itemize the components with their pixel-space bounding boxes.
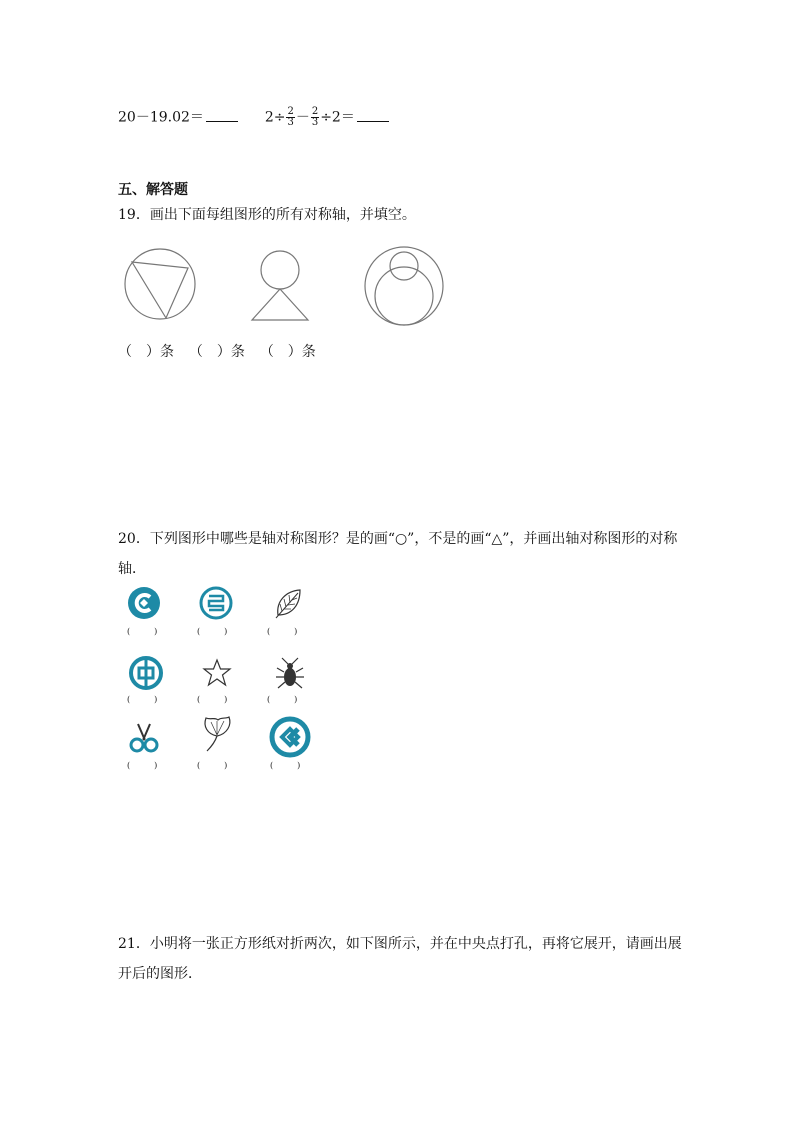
q19-figures xyxy=(118,242,458,332)
circle-over-triangle xyxy=(252,251,308,320)
calc-line: 20－19.02＝ 2÷ $\frac{2}{3}$ － $\frac{2}{3}$ ÷2＝ xyxy=(118,107,389,128)
answer-paren-8[interactable]: ( ) xyxy=(197,761,228,770)
answer-paren-1[interactable]: ( ) xyxy=(127,627,158,636)
circle-with-triangle xyxy=(125,249,195,319)
nested-circles xyxy=(365,247,443,325)
answer-paren-4[interactable]: ( ) xyxy=(127,695,158,704)
q19-answers xyxy=(118,342,316,362)
answer-paren-6[interactable]: ( ) xyxy=(267,695,298,704)
answer-blank-2[interactable] xyxy=(357,109,389,122)
fraction: $\frac{2}{3}$ xyxy=(311,106,319,128)
ginkgo-leaf-icon xyxy=(199,714,235,754)
calc-expression-2b: ÷2＝ xyxy=(320,109,355,126)
answer-paren-9[interactable]: ( ) xyxy=(270,761,301,770)
bank-logo-icon xyxy=(198,585,234,621)
answer-count-3[interactable]: （ ）条 xyxy=(259,344,316,360)
bank-of-china-logo-icon xyxy=(128,655,164,691)
answer-count-2[interactable]: （ ）条 xyxy=(188,344,245,360)
star-icon xyxy=(201,657,233,689)
answer-paren-5[interactable]: ( ) xyxy=(197,695,228,704)
leaf-icon xyxy=(270,585,306,621)
question-19-text: 19．画出下面每组图形的所有对称轴，并填空。 xyxy=(118,207,416,223)
answer-paren-2[interactable]: ( ) xyxy=(197,627,228,636)
question-20-line-2: 轴． xyxy=(118,561,146,577)
question-21-line-1: 21．小明将一张正方形纸对折两次，如下图所示，并在中央点打孔，再将它展开，请画出展 xyxy=(118,936,682,952)
bank-logo-icon xyxy=(126,585,162,621)
calc-expression-1: 20－19.02＝ xyxy=(118,109,204,126)
calc-expression-2a: 2÷ xyxy=(264,109,286,126)
answer-blank-1[interactable] xyxy=(206,109,238,122)
answer-count-1[interactable]: （ ）条 xyxy=(118,344,174,360)
answer-paren-3[interactable]: ( ) xyxy=(267,627,298,636)
construction-bank-logo-icon xyxy=(269,716,311,758)
section-title: 五、解答题 xyxy=(118,182,188,198)
answer-paren-7[interactable]: ( ) xyxy=(127,761,158,770)
fraction: $\frac{2}{3}$ xyxy=(287,106,294,128)
beetle-icon xyxy=(272,655,308,691)
question-21-line-2: 开后的图形． xyxy=(118,966,202,982)
question-20-line-1: 20．下列图形中哪些是轴对称图形？是的画“○”，不是的画“△”，并画出轴对称图形的对称 xyxy=(118,531,678,547)
scissors-icon xyxy=(126,720,162,756)
